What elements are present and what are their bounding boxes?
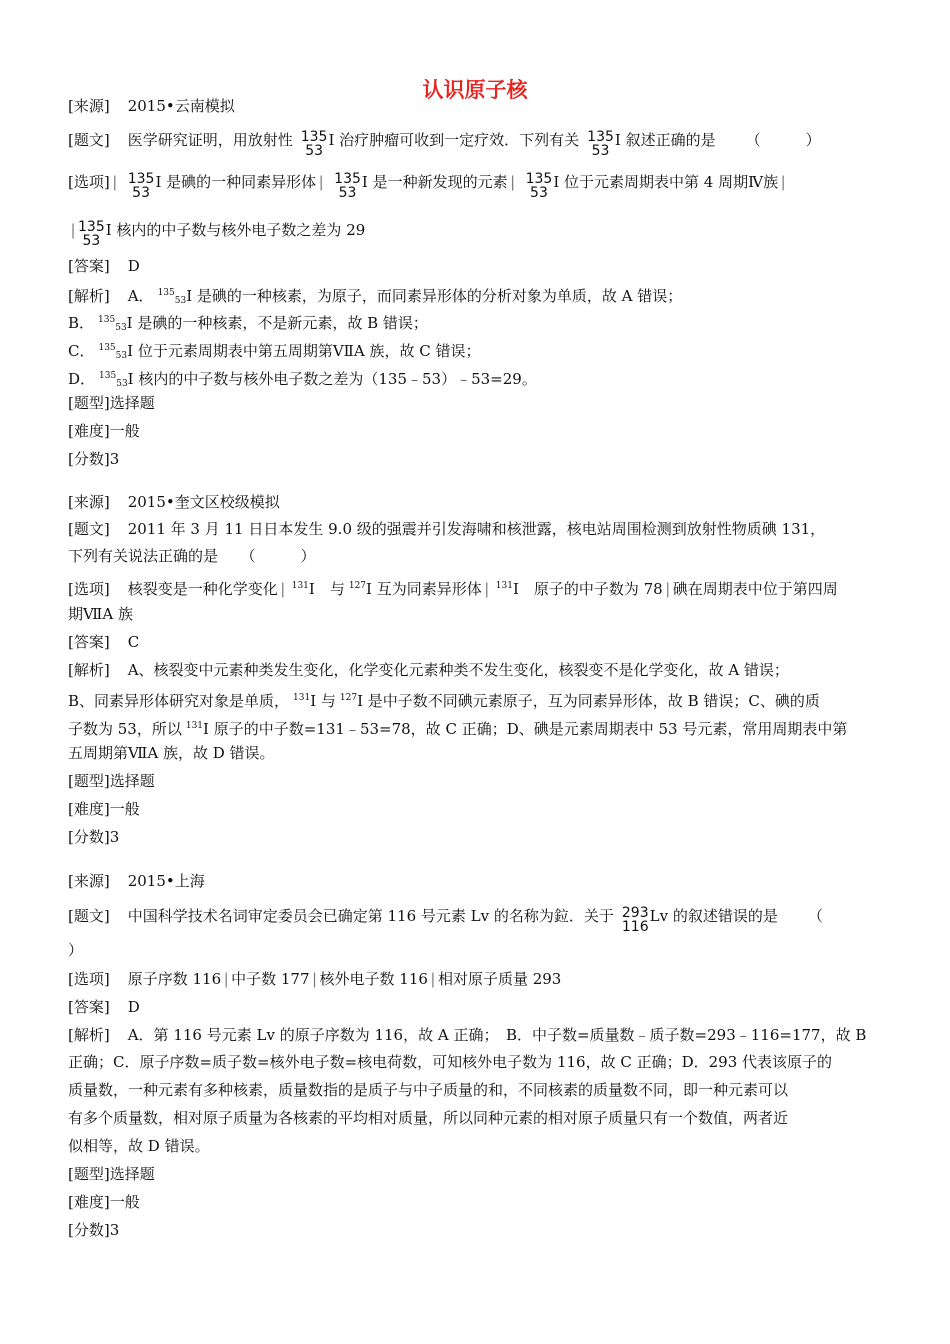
q3-analysis-5: 似相等，故 D 错误。 (68, 1137, 210, 1155)
page-title: 认识原子核 (422, 78, 528, 102)
option-c: I 原子的中子数为 78 (512, 580, 663, 598)
q1-options: [选项] | 135 53 I 是碘的一种同素异形体 | 135 53 I 是一种新发现的元素 | 135 53 I 位于元素周期表中第 4 周期Ⅳ族 | (68, 171, 786, 201)
q1-answer: [答案] D (68, 257, 140, 275)
option-a: 核裂变是一种化学变化 (127, 580, 278, 598)
q1-analysis-b: B． $^{135}$53I 是碘的一种核素，不是新元素，故 B 错误； (68, 314, 428, 333)
q1-option-d-line: | 135 53 I 核内的中子数与核外电子数之差为 29 (70, 219, 366, 249)
nuclide-symbol: 135 53 (300, 129, 328, 159)
q3-source: [来源] 2015•上海 (68, 872, 205, 890)
q3-analysis-2: 正确；C．原子序数=质子数=核外电子数=核电荷数，可知核外电子数为 116，故 C 正确；D．293 代表该原子的 (68, 1053, 833, 1071)
q2-analysis-1: [解析] A、核裂变中元素种类发生变化，化学变化元素种类不发生变化，核裂变不是化学变化，故 A 错误； (68, 661, 789, 679)
q3-analysis-1: [解析] A．第 116 号元素 Lv 的原子序数为 116，故 A 正确； B．中子数=质量数﹣质子数=293﹣116=177，故 B (68, 1026, 867, 1044)
q3-score: [分数]3 (68, 1221, 120, 1239)
q3-answer: [答案] D (68, 998, 140, 1016)
q2-stem-1: [题文] 2011 年 3 月 11 日日本发生 9.0 级的强震并引发海啸和核泄露，核电站周围检测到放射性物质碘 131， (68, 520, 826, 538)
q3-options: [选项] 原子序数 116 | 中子数 177 | 核外电子数 116 | 相对原子质量 293 (68, 970, 562, 988)
q2-answer: [答案] C (68, 633, 140, 651)
q1-difficulty: [难度]一般 (68, 422, 140, 440)
q2-options: [选项] 核裂变是一种化学变化 | $^{131}$I 与 $^{127}$I 互为同素异形体 | $^{131}$I 原子的中子数为 78 | 碘在周期表中位于第四周 (68, 580, 838, 598)
nuclide-symbol: 135 53 (525, 171, 553, 201)
q2-analysis-2: B、同素异形体研究对象是单质， $^{131}$I 与 $^{127}$I 是中子数不同碘元素原子，互为同素异形体，故 B 错误；C、碘的质 (68, 692, 820, 710)
nuclide-symbol: 135 53 (587, 129, 614, 159)
option-d: I 核内的中子数与核外电子数之差为 29 (105, 221, 366, 239)
option-b: 中子数 177 (231, 970, 310, 988)
q3-analysis-3: 质量数，一种元素有多种核素，质量数指的是质子与中子质量的和，不同核素的质量数不同，即一种元素可以 (68, 1081, 789, 1099)
option-c: I 位于元素周期表中第 4 周期Ⅳ族 (553, 173, 779, 191)
q3-stem-cont: ） (68, 941, 84, 959)
q2-difficulty: [难度]一般 (68, 800, 140, 818)
q2-source: [来源] 2015•奎文区校级模拟 (68, 493, 280, 511)
nuclide-symbol: 135 53 (127, 171, 155, 201)
q1-analysis-a: [解析] A． $^{135}$53I 是碘的一种核素，为原子，而同素异形体的分析对象为单质，故 A 错误； (68, 287, 683, 306)
q1-type: [题型]选择题 (68, 394, 155, 412)
option-d: 碘在周期表中位于第四周 (672, 580, 838, 598)
q2-analysis-4: 五周期第ⅦA 族，故 D 错误。 (68, 744, 275, 762)
nuclide-symbol: 135 53 (78, 219, 105, 249)
q1-analysis-c: C． $^{135}$53I 位于元素周期表中第五周期第ⅤⅡA 族，故 C 错误； (68, 342, 481, 361)
option-c: 核外电子数 116 (319, 970, 428, 988)
q2-options-cont: 期ⅦA 族 (68, 605, 133, 623)
q3-difficulty: [难度]一般 (68, 1193, 140, 1211)
nuclide-symbol: 293 116 (621, 905, 649, 935)
q3-analysis-4: 有多个质量数，相对原子质量为各核素的平均相对质量，所以同种元素的相对原子质量只有一个数值，两者近 (68, 1109, 789, 1127)
option-b: I 互为同素异形体 (366, 580, 482, 598)
nuclide-symbol: 135 53 (334, 171, 361, 201)
q2-type: [题型]选择题 (68, 772, 155, 790)
q2-score: [分数]3 (68, 828, 120, 846)
option-a: I 是碘的一种同素异形体 (155, 173, 317, 191)
q1-score: [分数]3 (68, 450, 120, 468)
option-a: 原子序数 116 (127, 970, 222, 988)
q1-stem: [题文] 医学研究证明，用放射性 135 53 I 治疗肿瘤可收到一定疗效．下列有关 135 53 I 叙述正确的是 （ ） (68, 129, 821, 159)
q2-stem-2: 下列有关说法正确的是 （ ） (68, 547, 316, 565)
q1-source: [来源] 2015•云南模拟 (68, 97, 235, 115)
option-b: I 是一种新发现的元素 (361, 173, 508, 191)
q3-type: [题型]选择题 (68, 1165, 155, 1183)
q3-stem: [题文] 中国科学技术名词审定委员会已确定第 116 号元素 Lv 的名称为鉝．关于 293 116 Lv 的叙述错误的是 （ (68, 905, 823, 935)
q1-analysis-d: D． $^{135}$53I 核内的中子数与核外电子数之差为（135﹣53）﹣53=29。 (68, 370, 537, 389)
option-d: 相对原子质量 293 (437, 970, 562, 988)
q2-analysis-3: 子数为 53，所以 $^{131}$I 原子的中子数=131﹣53=78，故 C 正确；D、碘是元素周期表中 53 号元素，常用周期表中第 (68, 720, 848, 738)
